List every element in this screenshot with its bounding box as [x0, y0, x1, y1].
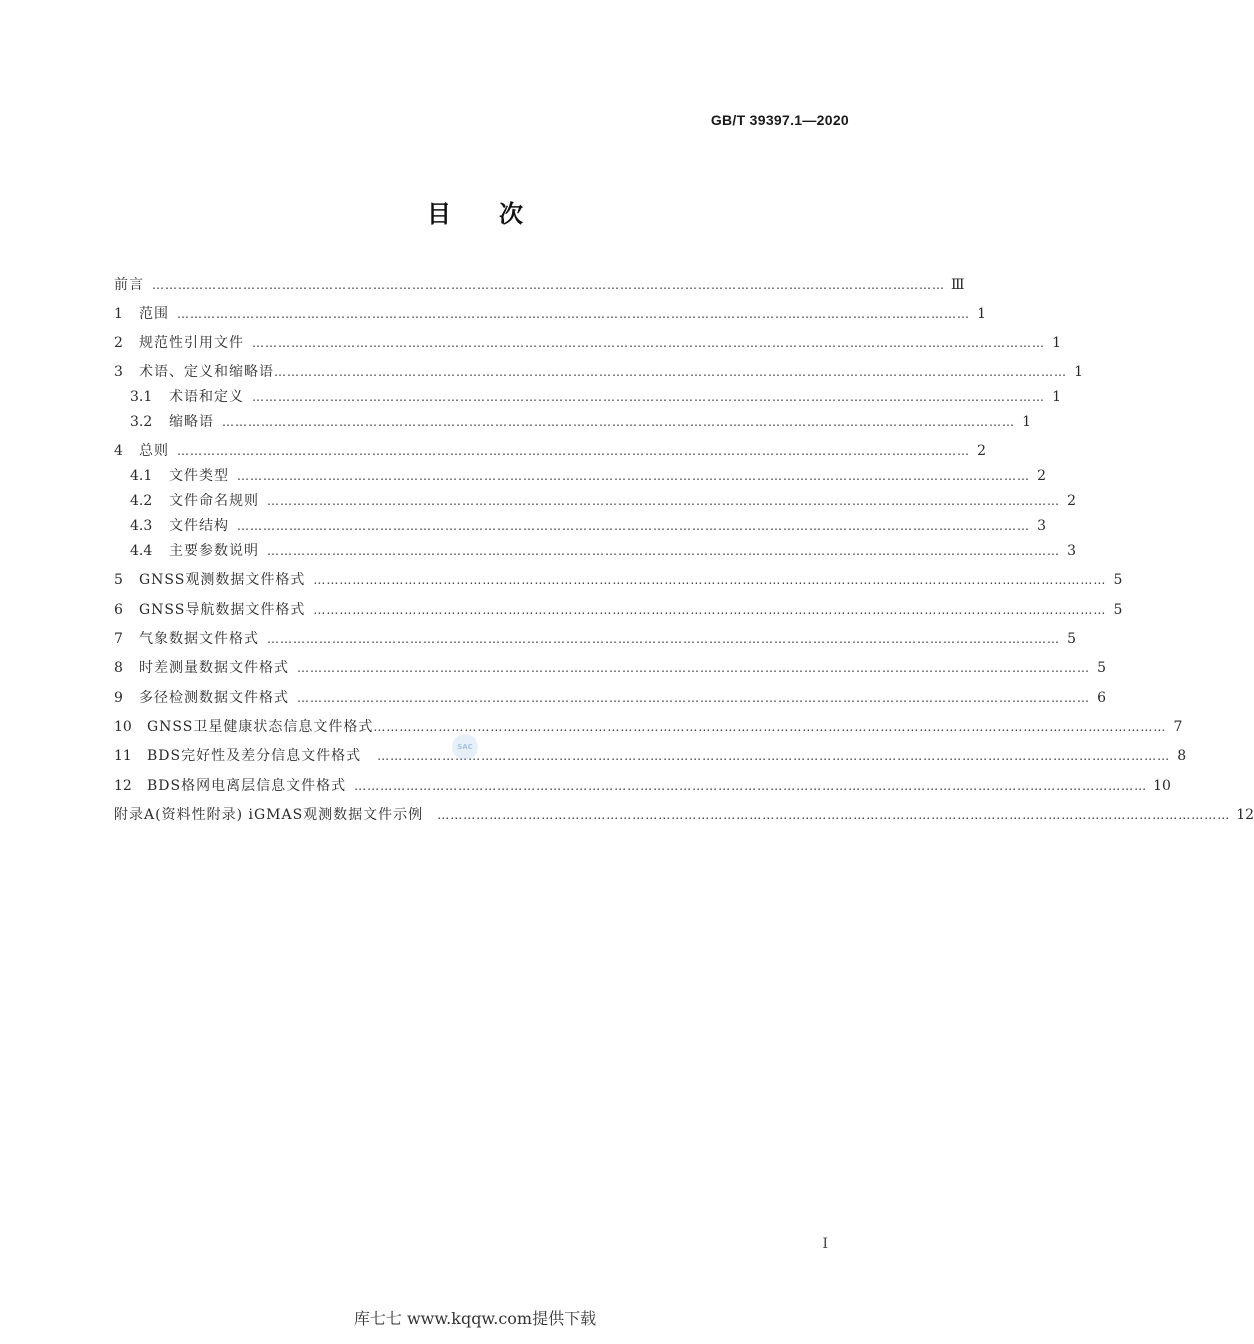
- toc-entry-page: 7: [1173, 719, 1183, 735]
- toc-entry-number: 5: [114, 572, 123, 588]
- toc-entry-page: 6: [1097, 690, 1106, 706]
- toc-entry-number: 3.1: [130, 389, 153, 405]
- toc-entry-page: 1: [1052, 389, 1061, 405]
- toc-entry-number: 11: [114, 748, 132, 764]
- toc-entry-4-1[interactable]: [130, 466, 1046, 486]
- dot-leader: …………………………………………………………………………………………………………………………………………………………………: [267, 494, 1060, 508]
- toc-entry-4-2[interactable]: [130, 491, 1076, 511]
- toc-entry-foreword[interactable]: [114, 275, 965, 295]
- toc-entry-number: 4.4: [130, 543, 153, 559]
- dot-leader: …………………………………………………………………………………………………………………………………………………………………: [237, 469, 1030, 483]
- toc-entry-number: 4.1: [130, 468, 153, 484]
- toc-entry-title: 文件结构: [169, 518, 229, 534]
- dot-leader: …………………………………………………………………………………………………………………………………………………………………: [274, 365, 1067, 379]
- toc-entry-7[interactable]: [114, 629, 1076, 649]
- toc-entry-9[interactable]: [114, 688, 1106, 708]
- toc-entry-11[interactable]: [114, 746, 1187, 766]
- toc-entry-title: 缩略语: [169, 414, 214, 430]
- toc-entry-8[interactable]: [114, 658, 1106, 678]
- toc-entry-page: 12: [1236, 807, 1254, 823]
- toc-entry-4-3[interactable]: [130, 516, 1046, 536]
- toc-entry-6[interactable]: [114, 600, 1123, 620]
- dot-leader: …………………………………………………………………………………………………………………………………………………………………: [313, 573, 1107, 587]
- standard-code: GB/T 39397.1—2020: [710, 112, 849, 128]
- toc-entry-annex-a[interactable]: [114, 805, 1254, 825]
- toc-entry-page: 2: [1037, 468, 1046, 484]
- footer-download-notice: 库七七 www.kqqw.com提供下载: [353, 1309, 597, 1328]
- sac-watermark-logo: SAC: [452, 734, 478, 760]
- dot-leader: …………………………………………………………………………………………………………………………………………………………………: [222, 415, 1015, 429]
- toc-entry-title: 规范性引用文件: [139, 335, 244, 351]
- dot-leader: …………………………………………………………………………………………………………………………………………………………………: [152, 278, 945, 292]
- dot-leader: …………………………………………………………………………………………………………………………………………………………………: [297, 661, 1090, 675]
- toc-entry-page: 8: [1177, 748, 1187, 764]
- toc-entry-3-2[interactable]: [130, 412, 1031, 432]
- toc-entry-4[interactable]: [114, 441, 986, 461]
- toc-entry-title: 范围: [139, 306, 169, 322]
- toc-entry-title: 主要参数说明: [169, 543, 259, 559]
- toc-entry-page: 10: [1153, 778, 1171, 794]
- toc-entry-number: 10: [114, 719, 132, 735]
- toc-entry-number: 6: [114, 602, 123, 618]
- toc-entry-number: 1: [114, 306, 123, 322]
- dot-leader: …………………………………………………………………………………………………………………………………………………………………: [313, 603, 1107, 617]
- toc-entry-10[interactable]: [114, 717, 1183, 737]
- toc-entry-title: 文件类型: [169, 468, 229, 484]
- toc-entry-title: 多径检测数据文件格式: [139, 690, 289, 706]
- toc-entry-title: 术语、定义和缩略语: [139, 364, 274, 380]
- toc-entry-page: 5: [1113, 572, 1123, 588]
- toc-entry-number: 3: [114, 364, 123, 380]
- toc-entry-page: Ⅲ: [951, 277, 965, 293]
- toc-entry-3-1[interactable]: [130, 387, 1061, 407]
- toc-entry-1[interactable]: [114, 304, 986, 324]
- page-number: I: [822, 1236, 828, 1252]
- dot-leader: …………………………………………………………………………………………………………………………………………………………………: [373, 720, 1167, 734]
- dot-leader: …………………………………………………………………………………………………………………………………………………………………: [354, 779, 1148, 793]
- dot-leader: …………………………………………………………………………………………………………………………………………………………………: [297, 691, 1090, 705]
- toc-entry-title: GNSS观测数据文件格式: [139, 572, 306, 588]
- toc-entry-page: 5: [1097, 660, 1106, 676]
- dot-leader: …………………………………………………………………………………………………………………………………………………………………: [252, 336, 1045, 350]
- dot-leader: …………………………………………………………………………………………………………………………………………………………………: [177, 444, 970, 458]
- toc-entry-number: 4.2: [130, 493, 153, 509]
- toc-entry-page: 1: [1074, 364, 1083, 380]
- dot-leader: …………………………………………………………………………………………………………………………………………………………………: [252, 390, 1045, 404]
- toc-entry-number: 12: [114, 778, 132, 794]
- toc-entry-title: GNSS导航数据文件格式: [139, 602, 306, 618]
- toc-entry-page: 2: [1067, 493, 1076, 509]
- toc-entry-number: 9: [114, 690, 123, 706]
- dot-leader: …………………………………………………………………………………………………………………………………………………………………: [267, 632, 1060, 646]
- dot-leader: …………………………………………………………………………………………………………………………………………………………………: [237, 519, 1030, 533]
- toc-entry-5[interactable]: [114, 570, 1123, 590]
- toc-entry-title: 文件命名规则: [169, 493, 259, 509]
- toc-entry-number: 3.2: [130, 414, 153, 430]
- toc-entry-title: BDS格网电离层信息文件格式: [147, 778, 347, 794]
- toc-entry-number: 4: [114, 443, 123, 459]
- toc-entry-title: 时差测量数据文件格式: [139, 660, 289, 676]
- toc-entry-page: 1: [1022, 414, 1031, 430]
- toc-entry-title: BDS完好性及差分信息文件格式: [147, 748, 362, 764]
- page-title: 目次: [427, 200, 571, 228]
- toc-entry-title: 总则: [139, 443, 169, 459]
- toc-entry-page: 1: [1052, 335, 1061, 351]
- toc-entry-4-4[interactable]: [130, 541, 1076, 561]
- toc-entry-title: 术语和定义: [169, 389, 244, 405]
- toc-entry-title: GNSS卫星健康状态信息文件格式: [147, 719, 374, 735]
- toc-entry-number: 4.3: [130, 518, 153, 534]
- dot-leader: …………………………………………………………………………………………………………………………………………………………………: [177, 307, 970, 321]
- toc-entry-page: 1: [977, 306, 986, 322]
- toc-entry-2[interactable]: [114, 333, 1061, 353]
- dot-leader: …………………………………………………………………………………………………………………………………………………………………: [437, 808, 1231, 822]
- toc-entry-title: 前言: [114, 277, 144, 293]
- toc-entry-page: 5: [1113, 602, 1123, 618]
- dot-leader: …………………………………………………………………………………………………………………………………………………………………: [377, 749, 1171, 763]
- toc-entry-12[interactable]: [114, 776, 1171, 796]
- toc-entry-page: 5: [1067, 631, 1076, 647]
- toc-entry-page: 2: [977, 443, 986, 459]
- toc-entry-3[interactable]: [114, 362, 1083, 382]
- toc-entry-page: 3: [1037, 518, 1046, 534]
- toc-entry-title: 气象数据文件格式: [139, 631, 259, 647]
- toc-entry-number: 2: [114, 335, 123, 351]
- toc-entry-page: 3: [1067, 543, 1076, 559]
- toc-entry-number: 8: [114, 660, 123, 676]
- toc-entry-number: 7: [114, 631, 123, 647]
- dot-leader: …………………………………………………………………………………………………………………………………………………………………: [267, 544, 1060, 558]
- toc-entry-title: 附录A(资料性附录) iGMAS观测数据文件示例: [114, 807, 424, 823]
